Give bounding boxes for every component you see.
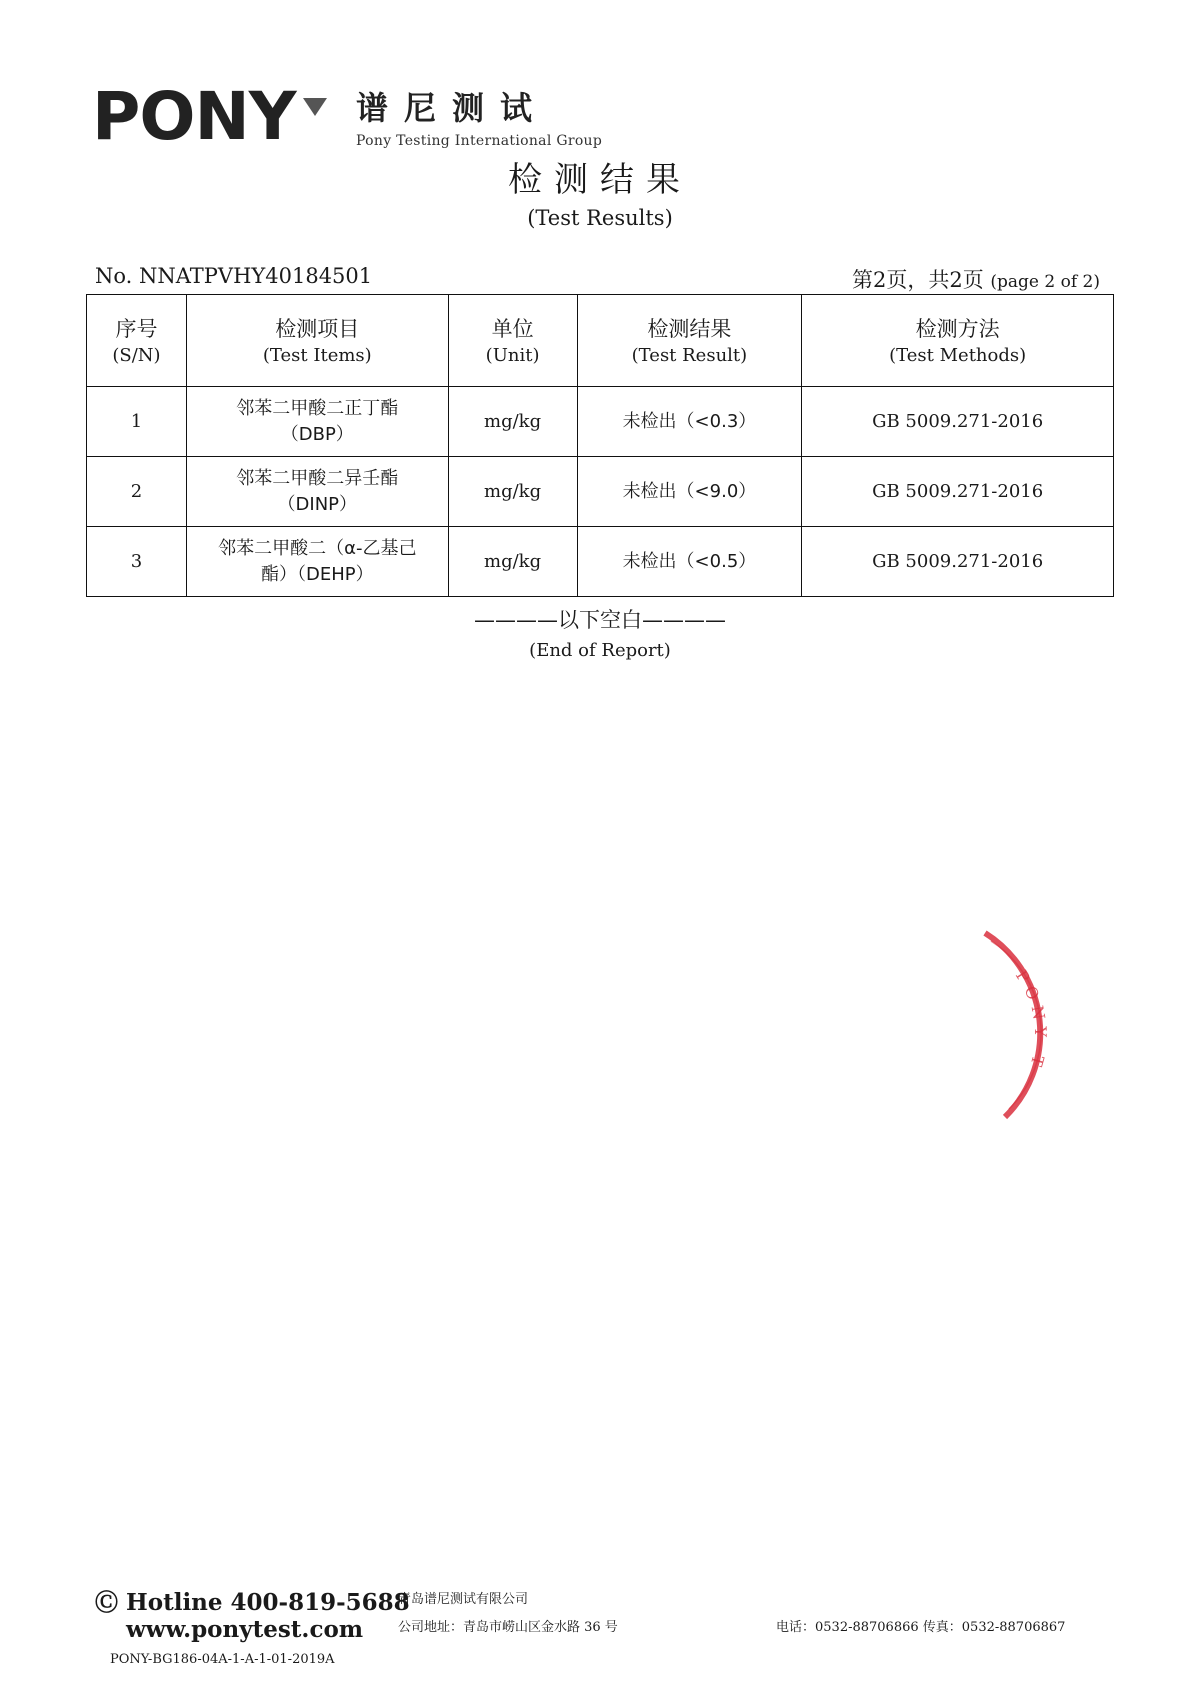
logo-wordmark: PONY: [92, 78, 296, 155]
cell-unit: mg/kg: [448, 387, 577, 457]
footer-address: 公司地址：青岛市崂山区金水路 36 号: [398, 1620, 618, 1635]
end-of-report-en: (End of Report): [529, 640, 671, 661]
cell-result: 未检出（<0.3）: [577, 387, 802, 457]
logo-english-name: Pony Testing International Group: [356, 133, 603, 149]
header-test-methods: 检测方法 (Test Methods): [802, 295, 1114, 387]
cell-sn: 2: [87, 457, 187, 527]
cell-test-item: 邻苯二甲酸二异壬酯 （DINP）: [186, 457, 448, 527]
footer-hotline: Ⓒ Hotline 400-819-5688: [95, 1589, 410, 1616]
page-indicator-cn: 第2页，共2页: [851, 268, 984, 292]
cell-method: GB 5009.271-2016: [802, 387, 1114, 457]
footer-company-name: 青岛谱尼测试有限公司: [398, 1592, 529, 1607]
page-title: 检测结果: [508, 160, 692, 200]
cell-sn: 3: [87, 527, 187, 597]
footer-website-link[interactable]: www.ponytest.com: [126, 1616, 364, 1643]
stamp-text: PONY T: [1011, 966, 1051, 1075]
table-row: [87, 387, 1114, 457]
cell-result: 未检出（<9.0）: [577, 457, 802, 527]
page-indicator: [852, 264, 1100, 294]
cell-result: 未检出（<0.5）: [577, 527, 802, 597]
cell-method: GB 5009.271-2016: [802, 457, 1114, 527]
footer-phone-fax: 电话：0532-88706866 传真：0532-88706867: [776, 1620, 1066, 1635]
end-of-report-cn: ————以下空白————: [474, 608, 726, 632]
cell-test-item: 邻苯二甲酸二（α-乙基己 酯）（DEHP）: [186, 527, 448, 597]
logo-triangle-icon: [303, 98, 327, 116]
cell-unit: mg/kg: [448, 457, 577, 527]
cell-unit: mg/kg: [448, 527, 577, 597]
results-table: [86, 294, 1114, 597]
table-row: [87, 527, 1114, 597]
logo-chinese-name: 谱尼测试: [356, 89, 549, 127]
cell-sn: 1: [87, 387, 187, 457]
header-test-result: 检测结果 (Test Result): [577, 295, 802, 387]
header-sn: 序号 (S/N): [87, 295, 187, 387]
page-indicator-en: (page 2 of 2): [990, 272, 1100, 292]
table-header-row: [87, 295, 1114, 387]
footer-document-code: PONY-BG186-04A-1-A-1-01-2019A: [110, 1652, 335, 1667]
company-seal-stamp: [955, 925, 1145, 1125]
page-subtitle: (Test Results): [527, 206, 673, 230]
table-row: [87, 457, 1114, 527]
cell-test-item: 邻苯二甲酸二正丁酯 （DBP）: [186, 387, 448, 457]
cell-method: GB 5009.271-2016: [802, 527, 1114, 597]
header-test-items: 检测项目 (Test Items): [186, 295, 448, 387]
header-unit: 单位 (Unit): [448, 295, 577, 387]
report-number: No. NNATPVHY40184501: [95, 264, 373, 288]
